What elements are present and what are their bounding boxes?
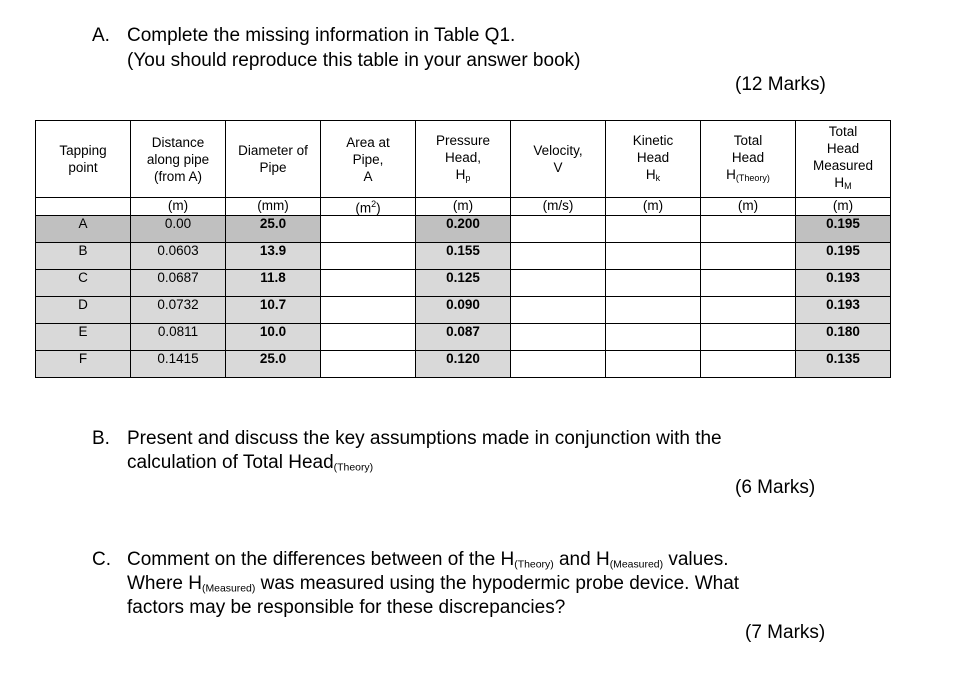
header-line: along pipe <box>146 151 210 167</box>
table-cell: F <box>36 350 131 377</box>
section-b-line1: Present and discuss the key assumptions made in conjunction with the <box>127 428 722 449</box>
header-cell <box>226 121 321 198</box>
empty-answer-cell[interactable] <box>511 242 606 269</box>
c-t3: values. <box>663 549 729 570</box>
table-cell: 25.0 <box>226 350 321 377</box>
unit-cell <box>511 198 606 216</box>
empty-answer-cell[interactable] <box>606 215 701 242</box>
header-line: Velocity, <box>533 143 583 158</box>
unit: (m/s) <box>542 198 574 214</box>
symbol: H <box>726 166 736 182</box>
empty-answer-cell[interactable] <box>511 350 606 377</box>
table-cell: 0.120 <box>416 350 511 377</box>
table-cell: 0.125 <box>416 269 511 296</box>
empty-answer-cell[interactable] <box>701 242 796 269</box>
unit: (m) <box>737 198 759 214</box>
symbol: H <box>455 166 466 182</box>
unit: (m) <box>832 198 854 214</box>
table-header-row <box>36 121 891 198</box>
table-cell: 25.0 <box>226 215 321 242</box>
header-line: Head <box>731 149 765 165</box>
header-cell <box>701 121 796 198</box>
symbol-sub: k <box>655 172 661 183</box>
symbol-sub: p <box>465 172 471 183</box>
table-cell: E <box>36 323 131 350</box>
table-cell: 11.8 <box>226 269 321 296</box>
header-line: Kinetic <box>632 132 674 148</box>
header-line: point <box>68 160 98 175</box>
empty-answer-cell[interactable] <box>701 269 796 296</box>
unit: (m) <box>167 198 189 214</box>
symbol-sub: M <box>844 181 852 191</box>
header-symbol <box>701 166 795 187</box>
table-cell: 0.135 <box>796 350 891 377</box>
empty-answer-cell[interactable] <box>321 242 416 269</box>
table-row <box>36 242 891 269</box>
header-symbol <box>606 166 700 187</box>
section-c-letter: C. <box>92 549 111 570</box>
section-a-marks: (12 Marks) <box>735 74 826 95</box>
empty-answer-cell[interactable] <box>701 215 796 242</box>
header-line: Pipe, <box>352 151 384 167</box>
table-cell: 0.00 <box>131 215 226 242</box>
section-a-line1: Complete the missing information in Table Q1. <box>127 25 516 46</box>
table-cell: A <box>36 215 131 242</box>
table-cell: D <box>36 296 131 323</box>
empty-answer-cell[interactable] <box>321 323 416 350</box>
symbol: H <box>645 166 656 182</box>
empty-answer-cell[interactable] <box>701 323 796 350</box>
table-cell: C <box>36 269 131 296</box>
empty-answer-cell[interactable] <box>321 350 416 377</box>
c-t4: Where H <box>127 573 202 594</box>
header-line: Head <box>826 141 860 156</box>
table-cell: 0.0603 <box>131 242 226 269</box>
header-line: Distance <box>151 134 205 150</box>
c-t1: Comment on the differences between of the H <box>127 549 515 570</box>
b-sub: (Theory) <box>333 462 374 474</box>
header-line: Pipe <box>259 160 287 175</box>
empty-answer-cell[interactable] <box>511 296 606 323</box>
section-b-line2 <box>127 451 373 481</box>
empty-answer-cell[interactable] <box>321 269 416 296</box>
header-line: Total <box>733 132 763 148</box>
c-t2: and H <box>553 549 610 570</box>
header-cell <box>321 121 416 198</box>
b-text: calculation of Total Head <box>127 452 334 473</box>
unit-sup: 2 <box>371 199 377 209</box>
table-row <box>36 269 891 296</box>
header-line: Area at <box>346 134 390 150</box>
c-s2: (Measured) <box>609 559 664 571</box>
table-cell: 10.0 <box>226 323 321 350</box>
unit-cell <box>226 198 321 216</box>
unit-cell <box>606 198 701 216</box>
header-cell <box>511 121 606 198</box>
unit: (mm) <box>257 198 289 214</box>
table-cell: 0.1415 <box>131 350 226 377</box>
table-units-row <box>36 198 891 216</box>
table-cell: 13.9 <box>226 242 321 269</box>
empty-answer-cell[interactable] <box>606 296 701 323</box>
table-q1 <box>35 120 891 378</box>
section-b-letter: B. <box>92 428 110 449</box>
header-line: (from A) <box>153 168 202 184</box>
header-cell <box>36 121 131 198</box>
header-cell <box>606 121 701 198</box>
empty-answer-cell[interactable] <box>511 215 606 242</box>
header-line: A <box>363 168 373 184</box>
c-t5: was measured using the hypodermic probe device. What <box>255 573 740 594</box>
header-line: V <box>553 160 563 175</box>
section-c-line3: factors may be responsible for these discrepancies? <box>127 597 566 618</box>
unit: (m <box>355 200 372 216</box>
header-line: Measured <box>812 158 874 173</box>
header-cell <box>796 121 891 198</box>
section-c-marks: (7 Marks) <box>745 622 826 643</box>
unit-cell <box>36 198 131 216</box>
table-cell: 0.200 <box>416 215 511 242</box>
table-cell: 0.195 <box>796 242 891 269</box>
empty-answer-cell[interactable] <box>701 350 796 377</box>
table-cell: 0.0811 <box>131 323 226 350</box>
header-cell <box>416 121 511 198</box>
section-a-line2: (You should reproduce this table in your answer book) <box>127 50 581 71</box>
table-cell: B <box>36 242 131 269</box>
table-row <box>36 296 891 323</box>
table-row <box>36 215 891 242</box>
empty-answer-cell[interactable] <box>321 215 416 242</box>
table-cell: 0.087 <box>416 323 511 350</box>
header-line: Pressure <box>435 132 491 148</box>
c-s1: (Theory) <box>514 559 554 571</box>
table-cell: 0.0732 <box>131 296 226 323</box>
empty-answer-cell[interactable] <box>701 296 796 323</box>
empty-answer-cell[interactable] <box>606 350 701 377</box>
header-line: Total <box>828 124 858 139</box>
empty-answer-cell[interactable] <box>321 296 416 323</box>
empty-answer-cell[interactable] <box>606 323 701 350</box>
table-cell: 0.155 <box>416 242 511 269</box>
table-cell: 0.193 <box>796 269 891 296</box>
section-a-letter: A. <box>92 25 110 46</box>
unit: (m) <box>452 198 474 214</box>
unit-cell <box>796 198 891 216</box>
unit-cell <box>131 198 226 216</box>
symbol-sub: (Theory) <box>735 172 770 183</box>
table-cell: 0.193 <box>796 296 891 323</box>
unit-cell <box>416 198 511 216</box>
table-cell: 0.195 <box>796 215 891 242</box>
c-s3: (Measured) <box>201 583 256 595</box>
unit-cell <box>701 198 796 216</box>
header-line: Diameter of <box>238 143 308 158</box>
header-cell <box>131 121 226 198</box>
table-cell: 0.0687 <box>131 269 226 296</box>
table-cell: 0.180 <box>796 323 891 350</box>
empty-answer-cell[interactable] <box>606 242 701 269</box>
symbol: H <box>834 175 845 190</box>
empty-answer-cell[interactable] <box>511 269 606 296</box>
header-symbol <box>796 174 890 195</box>
empty-answer-cell[interactable] <box>511 323 606 350</box>
header-line: Tapping <box>59 143 107 158</box>
table-row <box>36 323 891 350</box>
section-b-marks: (6 Marks) <box>735 477 816 498</box>
empty-answer-cell[interactable] <box>606 269 701 296</box>
unit-cell: $(m^2)$ <box>321 198 416 216</box>
table-cell: 10.7 <box>226 296 321 323</box>
header-line: Head, <box>444 149 482 165</box>
header-symbol <box>416 166 510 187</box>
table-cell: 0.090 <box>416 296 511 323</box>
table-row <box>36 350 891 377</box>
unit: (m) <box>642 198 664 214</box>
header-line: Head <box>636 149 670 165</box>
